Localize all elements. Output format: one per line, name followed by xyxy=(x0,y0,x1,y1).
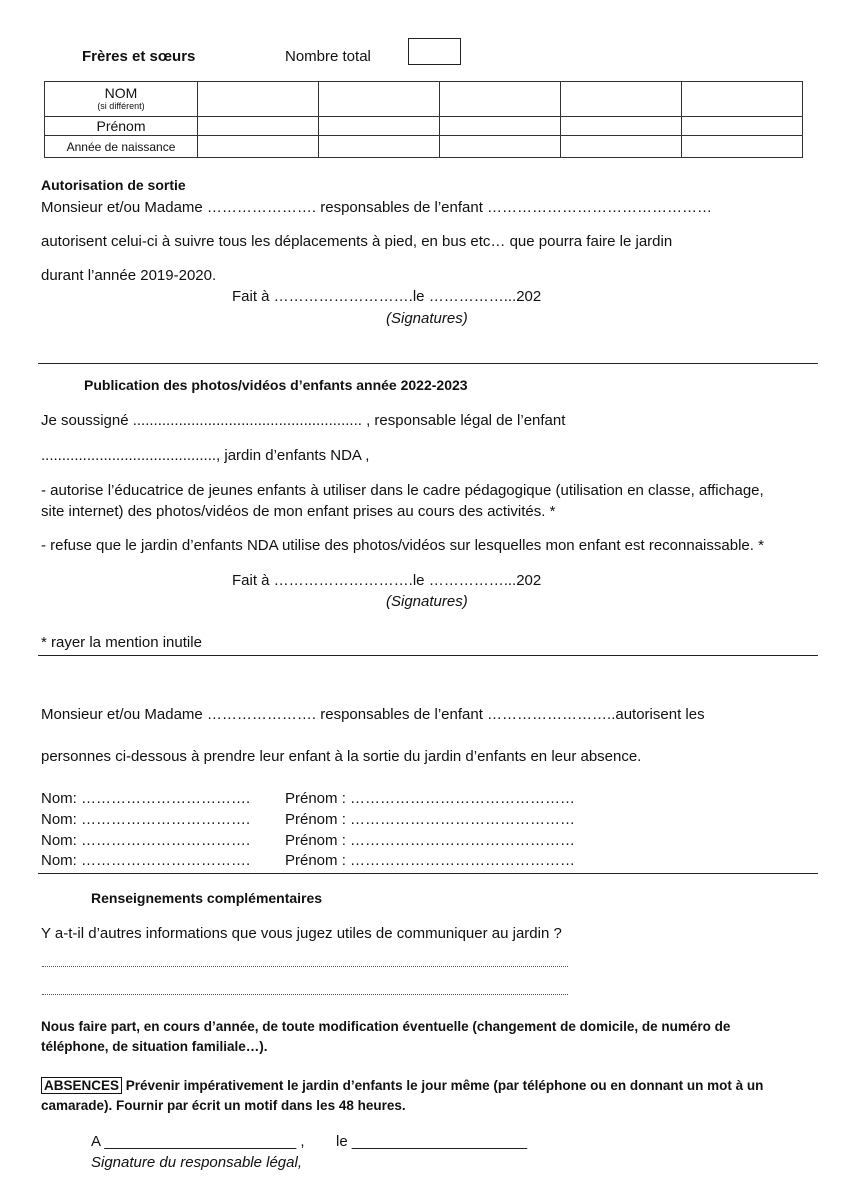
photo-pub-fait: Fait à ……………………….le ……………...202 xyxy=(232,572,542,589)
sibling-cell[interactable] xyxy=(440,82,561,117)
photo-pub-line2: .........................................., jardin d’enfants NDA , xyxy=(41,447,370,464)
change-notice: Nous faire part, en cours d’année, de toute modification éventuelle (changement de domicile, de numéro de téléphone, de situation familiale…). xyxy=(41,1019,731,1054)
divider xyxy=(38,873,818,874)
photo-pub-signatures: (Signatures) xyxy=(386,593,468,610)
pickup-prenom[interactable]: Prénom : ……………………………………… xyxy=(285,790,576,807)
exit-auth-fait: Fait à ……………………….le ……………...202 xyxy=(232,288,542,305)
place-field[interactable]: A _______________________ , xyxy=(91,1133,305,1150)
signature-label: Signature du responsable légal, xyxy=(91,1154,302,1171)
exit-auth-line3: durant l’année 2019-2020. xyxy=(41,267,217,284)
exit-auth-signatures: (Signatures) xyxy=(386,310,468,327)
sibling-cell[interactable] xyxy=(682,117,803,136)
sibling-cell[interactable] xyxy=(682,136,803,158)
exit-auth-heading: Autorisation de sortie xyxy=(41,177,186,193)
date-field[interactable]: le _____________________ xyxy=(336,1133,528,1150)
row-label-nom: NOM (si différent) xyxy=(45,82,198,117)
siblings-heading: Frères et sœurs xyxy=(82,48,196,65)
photo-pub-authorize-line1: - autorise l’éducatrice de jeunes enfants à utiliser dans le cadre pédagogique (utilisation en classe, affichage, xyxy=(41,482,764,499)
sibling-cell[interactable] xyxy=(198,136,319,158)
total-label: Nombre total xyxy=(285,48,371,65)
pickup-prenom[interactable]: Prénom : ……………………………………… xyxy=(285,811,576,828)
sibling-cell[interactable] xyxy=(440,117,561,136)
divider xyxy=(38,655,818,656)
sibling-cell[interactable] xyxy=(440,136,561,158)
row-label-prenom: Prénom xyxy=(45,117,198,136)
siblings-table xyxy=(44,81,803,158)
pickup-line2: personnes ci-dessous à prendre leur enfant à la sortie du jardin d’enfants en leur absence. xyxy=(41,748,642,765)
exit-auth-line1: Monsieur et/ou Madame …………………. responsables de l’enfant ……………………………………… xyxy=(41,199,713,216)
total-input-box[interactable] xyxy=(408,38,461,65)
pickup-nom[interactable]: Nom: ……………………………. xyxy=(41,832,251,849)
sibling-cell[interactable] xyxy=(198,82,319,117)
absences-notice xyxy=(41,1076,801,1116)
sibling-cell[interactable] xyxy=(319,136,440,158)
sibling-cell[interactable] xyxy=(198,117,319,136)
exit-auth-line2: autorisent celui-ci à suivre tous les déplacements à pied, en bus etc… que pourra faire le jardin xyxy=(41,233,673,250)
pickup-line1: Monsieur et/ou Madame …………………. responsables de l’enfant ……………………..autorisent les xyxy=(41,706,705,723)
absences-label: ABSENCES xyxy=(41,1077,122,1094)
pickup-nom[interactable]: Nom: ……………………………. xyxy=(41,811,251,828)
divider xyxy=(38,363,818,364)
absences-text: Prévenir impérativement le jardin d’enfants le jour même (par téléphone ou en donnant un mot à un camarade). Fournir par écrit un motif dans les 48 heures. xyxy=(41,1078,764,1113)
photo-pub-line1: Je soussigné ....................................................... , responsable légal de l’enfant xyxy=(41,412,566,429)
extra-question: Y a-t-il d’autres informations que vous jugez utiles de communiquer au jardin ? xyxy=(41,925,562,942)
sibling-cell[interactable] xyxy=(561,82,682,117)
sibling-cell[interactable] xyxy=(682,82,803,117)
photo-pub-authorize-line2: site internet) des photos/vidéos de mon enfant prises au cours des activités. * xyxy=(41,503,556,520)
sibling-cell[interactable] xyxy=(319,82,440,117)
sibling-cell[interactable] xyxy=(319,117,440,136)
pickup-prenom[interactable]: Prénom : ……………………………………… xyxy=(285,832,576,849)
extra-answer-line[interactable] xyxy=(42,994,568,995)
photo-pub-refuse: - refuse que le jardin d’enfants NDA utilise des photos/vidéos sur lesquelles mon enfant est reconnaissable. * xyxy=(41,537,764,554)
extra-answer-line[interactable] xyxy=(42,966,568,967)
extra-heading: Renseignements complémentaires xyxy=(91,890,323,906)
photo-pub-note: * rayer la mention inutile xyxy=(41,634,202,651)
sibling-cell[interactable] xyxy=(561,136,682,158)
sibling-cell[interactable] xyxy=(561,117,682,136)
row-label-annee: Année de naissance xyxy=(45,136,198,158)
pickup-nom[interactable]: Nom: ……………………………. xyxy=(41,790,251,807)
photo-pub-heading: Publication des photos/vidéos d’enfants année 2022-2023 xyxy=(84,377,468,393)
pickup-prenom[interactable]: Prénom : ……………………………………… xyxy=(285,852,576,869)
pickup-nom[interactable]: Nom: ……………………………. xyxy=(41,852,251,869)
